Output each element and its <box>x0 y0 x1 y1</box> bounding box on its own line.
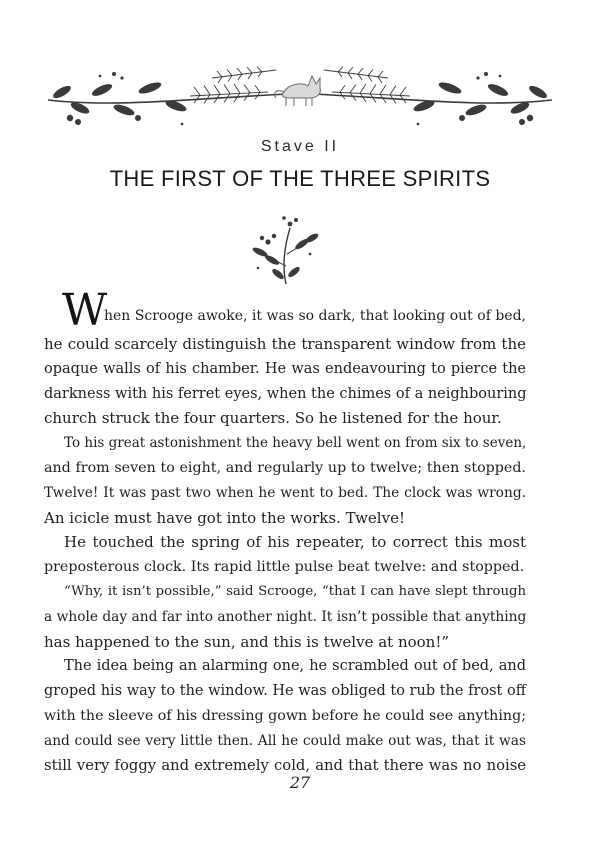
text-line: preposterous clock. Its rapid little pulse beat twelve: and stopped. <box>44 559 525 576</box>
text-line: “Why, it isn’t possible,” said Scrooge, “that I can have slept through <box>64 583 526 599</box>
paragraph-1 <box>44 285 527 431</box>
text-line: groped his way to the window. He was obliged to rub the frost off <box>44 683 527 700</box>
dropcap-line <box>44 285 526 336</box>
text-line: hen Scrooge awoke, it was so dark, that looking out of bed, <box>104 308 526 324</box>
text-line: and could see very little then. All he could make out was, that it was <box>44 732 526 749</box>
paragraph-5 <box>44 654 526 778</box>
stave-heading: Stave II <box>260 138 340 155</box>
text-line: Twelve! It was past two when he went to bed. The clock was wrong. <box>44 484 526 501</box>
drop-cap: W <box>62 285 108 336</box>
text-line: darkness with his ferret eyes, when the chimes of a neighbouring <box>44 385 527 402</box>
text-line: and from seven to eight, and regularly up to twelve; then stopped. <box>44 459 526 476</box>
text-line: church struck the four quarters. So he listened for the hour. <box>44 409 502 428</box>
page-number: 27 <box>289 773 311 792</box>
text-line: The idea being an alarming one, he scrambled out of bed, and <box>64 658 526 675</box>
chapter-title: THE FIRST OF THE THREE SPIRITS <box>109 166 491 191</box>
text-line: with the sleeve of his dressing gown before he could see anything; <box>44 707 527 724</box>
garland-ornament <box>40 48 560 136</box>
paragraph-2 <box>44 431 526 530</box>
text-line: An icicle must have got into the works. Twelve! <box>44 508 405 527</box>
body-text <box>44 285 527 778</box>
text-line: a whole day and far into another night. It isn’t possible that anything <box>44 608 527 625</box>
text-line: To his great astonishment the heavy bell went on from six to seven, <box>64 435 527 452</box>
text-line: He touched the spring of his repeater, to correct this most <box>64 533 526 552</box>
sprig-ornament <box>240 208 332 286</box>
text-line: still very foggy and extremely cold, and that there was no noise <box>44 756 526 774</box>
text-line: he could scarcely distinguish the transparent window from the <box>44 335 526 353</box>
paragraph-3 <box>44 530 526 580</box>
fox-figure <box>274 76 320 106</box>
text-line: opaque walls of his chamber. He was endeavouring to pierce the <box>44 360 526 377</box>
text-line: has happened to the sun, and this is twelve at noon!” <box>44 632 450 651</box>
paragraph-4 <box>44 580 526 654</box>
